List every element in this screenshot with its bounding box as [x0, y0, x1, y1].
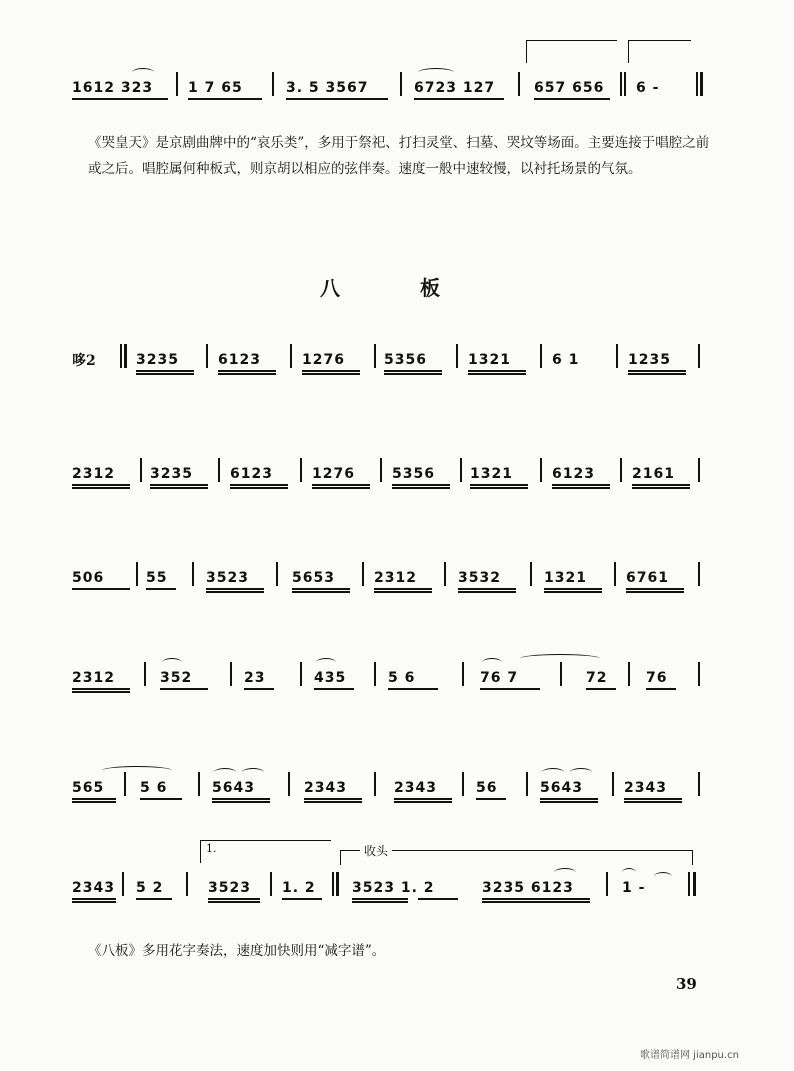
notes: 23: [244, 670, 266, 686]
notes: 6123: [552, 466, 595, 482]
notes: 72: [586, 670, 608, 686]
notes: 5643: [540, 780, 583, 796]
notes: 5 6: [388, 670, 416, 686]
page-number: 39: [676, 975, 697, 993]
title-char: 八: [320, 276, 340, 300]
measure: [636, 58, 688, 106]
notes: 2312: [72, 670, 115, 686]
notes: 5643: [212, 780, 255, 796]
notes: 2312: [72, 466, 115, 482]
section-title: [320, 272, 440, 301]
notes: 2343: [394, 780, 437, 796]
notes: 76 7: [480, 670, 519, 686]
notes: 657 656: [534, 80, 605, 96]
notes: 5653: [292, 570, 335, 586]
notes: 1235: [628, 352, 671, 368]
notes: 1321: [470, 466, 513, 482]
notes: 6123: [230, 466, 273, 482]
measure: [534, 58, 614, 106]
staff-row-4: [0, 648, 794, 696]
notes: 76: [646, 670, 668, 686]
notes: 5 6: [140, 780, 168, 796]
notes: 56: [476, 780, 498, 796]
notes: 3523: [206, 570, 249, 586]
notes: 6123: [218, 352, 261, 368]
notes: 2312: [374, 570, 417, 586]
measure: [286, 58, 394, 106]
prefix-note: 哆2: [72, 353, 96, 369]
measure: [72, 58, 172, 106]
staff-row-3: [0, 548, 794, 596]
notes: 2161: [632, 466, 675, 482]
notes: 3532: [458, 570, 501, 586]
staff-row-5: [0, 758, 794, 806]
notes: 3. 5 3567: [286, 80, 369, 96]
paragraph-1: 《哭皇天》是京剧曲牌中的“哀乐类”，多用于祭祀、打扫灵堂、扫墓、哭坟等场面。主要连接于唱腔之前或之后。唱腔属何种板式，则京胡以相应的弦伴奏。速度一般中速较慢，以衬托场景的气氛。: [88, 135, 710, 177]
notes: 5356: [384, 352, 427, 368]
notes: 1276: [312, 466, 355, 482]
notes: 55: [146, 570, 168, 586]
notes: 5 2: [136, 880, 164, 896]
notes: 6 -: [636, 80, 660, 96]
notes: 506: [72, 570, 105, 586]
notes: 6761: [626, 570, 669, 586]
notes: 565: [72, 780, 105, 796]
notes: 3523: [208, 880, 251, 896]
notes: 1. 2: [282, 880, 316, 896]
notes: 1276: [302, 352, 345, 368]
notes: 1 7 65: [188, 80, 243, 96]
measure: [414, 58, 510, 106]
notes: 6 1: [552, 352, 580, 368]
notes: 3235: [150, 466, 193, 482]
notes: 1321: [468, 352, 511, 368]
notes: 435: [314, 670, 347, 686]
watermark: 歌谱简谱网 jianpu.cn: [640, 1050, 739, 1061]
staff-row-2: [0, 444, 794, 492]
staff-row-6: [0, 842, 794, 906]
notes: 1321: [544, 570, 587, 586]
notes: 2343: [304, 780, 347, 796]
staff-row-1: [0, 330, 794, 378]
notes: 1612 323: [72, 80, 154, 96]
coda-label: 收头: [360, 842, 392, 859]
staff-row-0: [0, 58, 794, 106]
paragraph-2: 《八板》多用花字奏法，速度加快则用“减字谱”。: [88, 943, 386, 959]
notes: 2343: [624, 780, 667, 796]
ending-label: 1.: [206, 842, 217, 855]
notes: 352: [160, 670, 193, 686]
notes: 1 -: [622, 880, 646, 896]
coda-line: [340, 850, 692, 851]
notes: 2343: [72, 880, 115, 896]
title-char: 板: [420, 276, 440, 300]
notes: 3523 1. 2: [352, 880, 435, 896]
notes: 6723 127: [414, 80, 496, 96]
measure: [188, 58, 268, 106]
notes: 3235 6123: [482, 880, 574, 896]
notes: 3235: [136, 352, 179, 368]
notes: 5356: [392, 466, 435, 482]
